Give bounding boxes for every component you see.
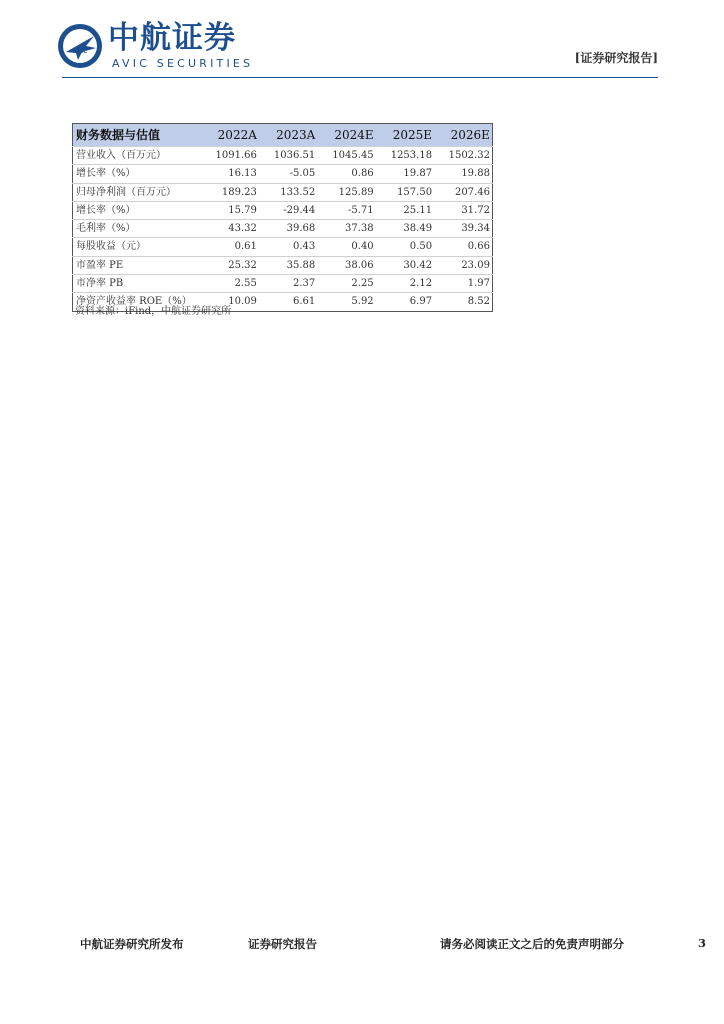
- page-footer: [0, 936, 724, 960]
- page-header: [0, 0, 724, 80]
- table-cell: 0.66: [467, 241, 490, 253]
- table-cell: 39.34: [461, 223, 490, 235]
- source-note: 资料来源：iFind，中航证券研究所: [75, 306, 232, 317]
- table-cell: 39.68: [286, 223, 316, 235]
- row-label: 增长率（%）: [76, 168, 136, 180]
- table-cell: 38.49: [403, 223, 433, 235]
- table-cell: 16.13: [228, 168, 257, 180]
- table-header-cell: 2025E: [392, 128, 433, 142]
- table-cell: 189.23: [221, 186, 257, 198]
- table-cell: 2.55: [234, 278, 257, 290]
- table-cell: -29.44: [283, 204, 316, 216]
- table-header-cell: 财务数据与估值: [76, 128, 161, 142]
- table-cell: 6.97: [409, 296, 433, 308]
- row-label: 每股收益（元）: [76, 241, 146, 253]
- table-cell: 25.32: [228, 259, 257, 271]
- brand-name-en: AVIC SECURITIES: [112, 57, 254, 70]
- table-cell: 0.61: [234, 241, 257, 253]
- table-cell: 207.46: [454, 186, 490, 198]
- report-type-tag: [证券研究报告]: [574, 51, 658, 65]
- table-cell: 19.87: [403, 168, 433, 180]
- table-cell: 35.88: [286, 259, 316, 271]
- table-cell: 2.25: [351, 278, 374, 290]
- table-cell: 0.40: [351, 241, 374, 253]
- table-cell: 1045.45: [332, 150, 374, 161]
- row-label: 市盈率 PE: [76, 259, 124, 271]
- table-cell: -5.71: [348, 204, 374, 216]
- table-cell: 23.09: [461, 259, 490, 271]
- financial-data-table: [72, 123, 493, 312]
- table-cell: 1091.66: [215, 150, 257, 161]
- table-cell: 25.11: [403, 204, 433, 216]
- row-label: 毛利率（%）: [76, 223, 136, 235]
- table-cell: 0.43: [293, 241, 316, 253]
- row-label: 市净率 PB: [76, 278, 124, 290]
- table-row: [73, 256, 493, 274]
- row-label: 净资产收益率 ROE（%）: [76, 296, 192, 308]
- table-cell: 37.38: [345, 223, 374, 235]
- table-cell: 1502.32: [448, 150, 490, 161]
- footer-report-type: 证券研究报告: [248, 937, 317, 951]
- table-row: [73, 275, 493, 293]
- table-cell: 10.09: [228, 296, 257, 308]
- table-row: [73, 238, 493, 256]
- table-row: [73, 201, 493, 219]
- table-cell: 30.42: [403, 259, 433, 271]
- table-cell: 6.61: [293, 296, 316, 308]
- table-cell: -5.05: [289, 168, 316, 180]
- table-cell: 1036.51: [273, 150, 316, 161]
- footer-publisher: 中航证券研究所发布: [80, 937, 184, 951]
- table-row: [73, 147, 493, 165]
- table-cell: 0.86: [351, 168, 374, 180]
- table-cell: 133.52: [280, 186, 316, 198]
- table-cell: 125.89: [338, 186, 374, 198]
- table-header-cell: 2022A: [217, 128, 257, 142]
- logo-badge-text: AVIC: [73, 49, 88, 55]
- table-cell: 2.12: [409, 278, 433, 290]
- table-header-cell: 2023A: [276, 128, 316, 142]
- table-cell: 157.50: [397, 186, 433, 198]
- table-row: [73, 220, 493, 238]
- footer-disclaimer: 请务必阅读正文之后的免责声明部分: [440, 937, 624, 951]
- table-cell: 38.06: [345, 259, 374, 271]
- row-label: 营业收入（百万元）: [76, 150, 166, 161]
- table-header-row: [73, 124, 493, 147]
- row-label: 归母净利润（百万元）: [76, 186, 176, 198]
- table-cell: 43.32: [228, 223, 257, 235]
- table-header-cell: 2026E: [450, 128, 490, 142]
- row-label: 增长率（%）: [76, 204, 136, 216]
- table-cell: 31.72: [461, 204, 490, 216]
- table-cell: 1253.18: [390, 150, 433, 161]
- table-cell: 19.88: [461, 168, 490, 180]
- table-cell: 1.97: [467, 278, 490, 290]
- table-row: [73, 183, 493, 201]
- table-row: [73, 165, 493, 183]
- table-header-cell: 2024E: [334, 128, 374, 142]
- brand-name-cn: 中航证券: [108, 20, 236, 56]
- table-body: [73, 147, 493, 312]
- avic-logo-icon: [56, 22, 104, 70]
- table-cell: 0.50: [409, 241, 433, 253]
- table-cell: 15.79: [228, 204, 257, 216]
- header-divider: [62, 77, 658, 78]
- page-number: 3: [698, 936, 707, 950]
- table-cell: 8.52: [467, 296, 490, 308]
- financial-table-container: [72, 123, 492, 312]
- table-cell: 2.37: [293, 278, 316, 290]
- table-cell: 5.92: [351, 296, 374, 308]
